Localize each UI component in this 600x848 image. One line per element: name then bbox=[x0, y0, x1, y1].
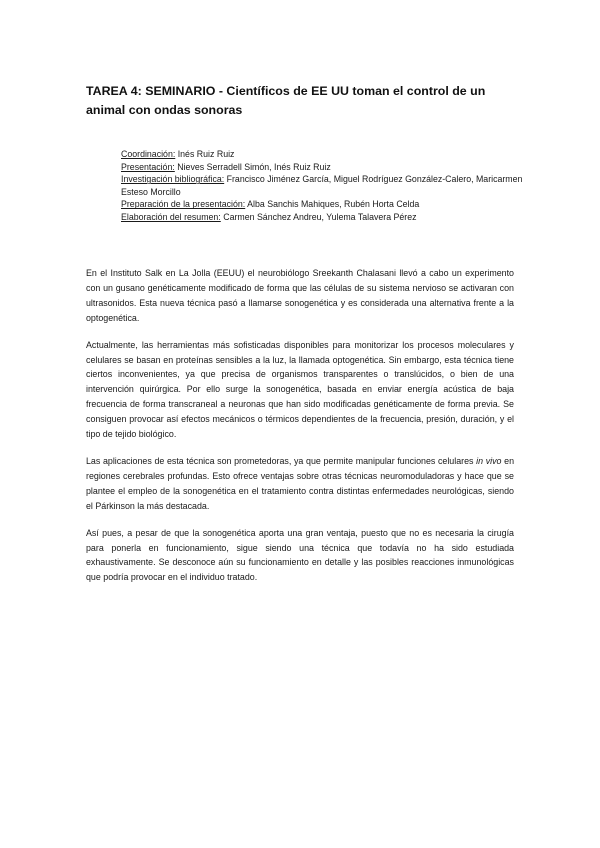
credit-value: Nieves Serradell Simón, Inés Ruiz Ruiz bbox=[174, 161, 331, 172]
credit-coordination bbox=[121, 148, 541, 161]
credit-label: Coordinación: bbox=[121, 149, 176, 159]
paragraph-4: Así pues, a pesar de que la sonogenética aporta una gran ventaja, puesto que no es necesaria la cirugía para ponerla en funcionamiento, sigue siendo una técnica que todavía no ha sido estudiada exhaustivamente. Se desconoce aún su funcionamiento en detalle y las posibles reacciones inmunológicas que podría provocar en el individuo tratado. bbox=[86, 527, 514, 583]
credit-value: Carmen Sánchez Andreu, Yulema Talavera Pérez bbox=[220, 211, 417, 222]
paragraph-3 bbox=[86, 454, 514, 514]
credit-value: Inés Ruiz Ruiz bbox=[175, 149, 235, 159]
paragraph-3-text-b: en regiones cerebrales profundas. Esto ofrece ventajas sobre otras técnicas neuromoduladoras y hace que se plantee el empleo de la sonogenética en el tratamiento contra distintas enfermedades neurológicas, siendo el Párkinson la más destacada. bbox=[86, 455, 515, 511]
credit-presentation bbox=[121, 161, 541, 174]
credit-research bbox=[121, 173, 541, 198]
document-title: TAREA 4: SEMINARIO - Científicos de EE UU toman el control de un animal con ondas sonoras bbox=[86, 84, 486, 117]
credit-value: Francisco Jiménez García, Miguel Rodríguez González-Calero, Maricarmen Esteso Morcillo bbox=[121, 174, 523, 197]
document-body bbox=[86, 266, 514, 597]
paragraph-1: En el Instituto Salk en La Jolla (EEUU) el neurobiólogo Sreekanth Chalasani llevó a cabo un experimento con un gusano genéticamente modificado de forma que las células de su sistema nervioso se activaran con ultrasonidos. Esta nueva técnica pasó a llamarse sonogenética y es considerada una alternativa frente a la optogenética. bbox=[86, 268, 514, 323]
credit-summary bbox=[121, 211, 541, 224]
credit-label: Investigación bibliográfica: bbox=[121, 174, 225, 185]
paragraph-2: Actualmente, las herramientas más sofisticadas disponibles para monitorizar los procesos moleculares y celulares se basan en proteínas sensibles a la luz, la llamada optogenética. Sin embargo, esta técnica tiene ciertos inconvenientes, ya que precisa de organismos transparentes o translúcidos, o bien de una intervención quirúrgica. Por ello surge la sonogenética, basada en enviar energía acústica de baja frecuencia de forma transcraneal a neuronas que han sido modificadas genéticamente de forma previa. Se consiguen provocar así efectos mecánicos o térmicos dependientes de la frecuencia, presión, duración, y el tipo de tejido biológico. bbox=[86, 339, 514, 440]
paragraph-3-italic: in vivo bbox=[476, 455, 502, 466]
credit-label: Elaboración del resumen: bbox=[121, 211, 221, 222]
paragraph-3-text-a: Las aplicaciones de esta técnica son prometedoras, ya que permite manipular funciones celulares bbox=[86, 455, 477, 466]
credit-label: Presentación: bbox=[121, 161, 175, 172]
credits-block bbox=[121, 148, 541, 224]
credit-preparation bbox=[121, 198, 541, 211]
credit-value: Alba Sanchis Mahiques, Rubén Horta Celda bbox=[245, 199, 420, 210]
credit-label: Preparación de la presentación: bbox=[121, 199, 246, 210]
